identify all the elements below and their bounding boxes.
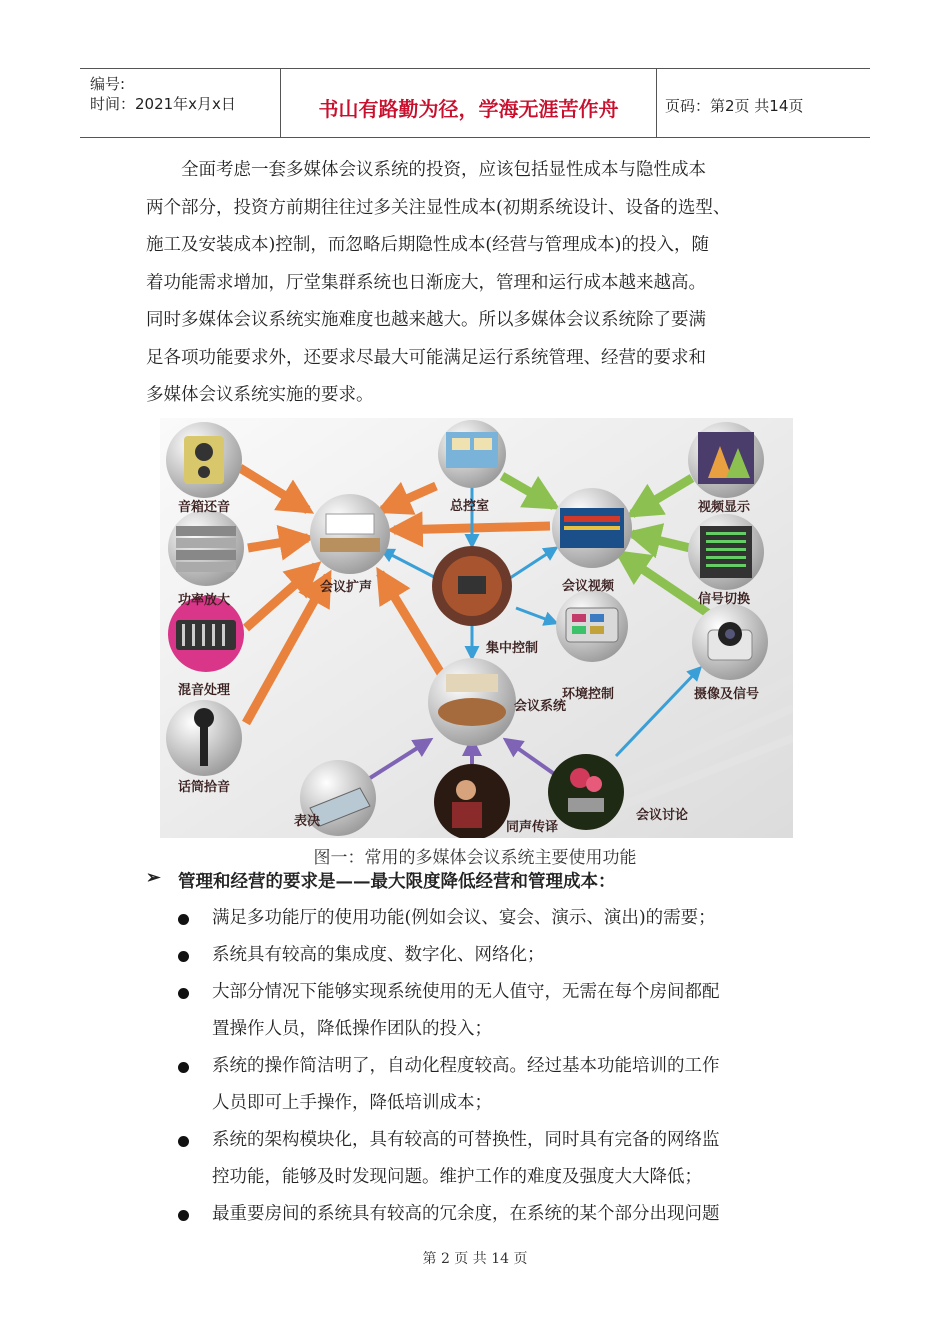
list-item: [176, 974, 816, 1048]
bullet-dot-icon: [178, 1210, 189, 1221]
figure-caption: 图一：常用的多媒体会议系统主要使用功能: [313, 848, 637, 868]
page-info: 页码：第2页 共14页: [665, 97, 804, 115]
arrow-bullet-icon: ➢: [146, 868, 161, 888]
list-item-text: 控功能，能够及时发现问题。维护工作的难度及强度大大降低；: [212, 1167, 702, 1187]
label-signal-switch: 信号切换: [698, 592, 751, 607]
list-item-text: 系统具有较高的集成度、数字化、网络化；: [212, 945, 545, 965]
diagram-svg: [160, 418, 793, 838]
label-central: 集中控制: [486, 641, 539, 656]
node-conf-video: [552, 488, 632, 568]
header-page-cell: [657, 69, 870, 137]
node-env: [556, 590, 628, 662]
label-discuss: 会议讨论: [636, 808, 689, 823]
header-motto-cell: [281, 69, 657, 137]
requirement-list: [176, 900, 816, 1233]
bullet-dot-icon: [178, 1062, 189, 1073]
intro-line: 足各项功能要求外，还要求尽最大可能满足运行系统管理、经营的要求和: [146, 347, 706, 368]
header-table: [80, 68, 870, 138]
list-item-text: 最重要房间的系统具有较高的冗余度，在系统的某个部分出现问题: [212, 1204, 720, 1224]
list-item: [176, 1048, 816, 1122]
label-camera: 摄像及信号: [694, 687, 760, 702]
list-item-text: 大部分情况下能够实现系统使用的无人值守，无需在每个房间都配: [212, 982, 720, 1002]
label-control-room: 总控室: [450, 499, 490, 514]
node-mic: [166, 700, 242, 776]
node-pa: [310, 494, 390, 574]
list-item-text: 人员即可上手操作，降低培训成本；: [212, 1093, 492, 1113]
node-signal-switch: [688, 514, 764, 590]
list-item-text: 满足多功能厅的使用功能(例如会议、宴会、演示、演出)的需要；: [212, 908, 716, 928]
list-item: [176, 900, 816, 937]
node-amp: [168, 510, 244, 586]
intro-line: 同时多媒体会议系统实施难度也越来越大。所以多媒体会议系统除了要满: [146, 310, 706, 330]
label-mixer: 混音处理: [178, 683, 231, 698]
node-interp: [434, 764, 510, 838]
list-item-text: 系统的操作简洁明了，自动化程度较高。经过基本功能培训的工作: [212, 1056, 720, 1076]
section-title: 管理和经营的要求是——最大限度降低经营和管理成本：: [178, 872, 616, 892]
node-control-room: [438, 420, 506, 488]
intro-line: 全面考虑一套多媒体会议系统的投资，应该包括显性成本与隐性成本: [181, 160, 706, 180]
label-video-display: 视频显示: [698, 500, 751, 515]
label-conf-sys: 会议系统: [514, 699, 567, 714]
bullet-dot-icon: [178, 988, 189, 999]
intro-line: 两个部分，投资方前期往往过多关注显性成本(初期系统设计、设备的选型、: [146, 197, 731, 218]
node-speaker: [166, 422, 242, 498]
label-interp: 同声传译: [506, 820, 559, 835]
date-label: 时间：2021年x月x日: [90, 95, 236, 113]
label-vote: 表决: [294, 814, 321, 829]
system-diagram: [160, 418, 793, 838]
node-discuss: [548, 754, 624, 830]
header-left-cell: [80, 69, 281, 137]
label-conf-video: 会议视频: [562, 579, 615, 594]
node-central: [432, 546, 512, 626]
node-conf-sys: [428, 658, 516, 746]
bullet-dot-icon: [178, 914, 189, 925]
list-item: [176, 1196, 816, 1233]
page-footer: 第 2 页 共 14 页: [422, 1251, 528, 1267]
label-pa: 会议扩声: [320, 580, 373, 595]
label-mic: 话筒拾音: [178, 780, 231, 795]
bullet-dot-icon: [178, 951, 189, 962]
motto: 书山有路勤为径，学海无涯苦作舟: [318, 97, 619, 121]
intro-line: 多媒体会议系统实施的要求。: [146, 385, 374, 405]
intro-line: 施工及安装成本)控制，而忽略后期隐性成本(经营与管理成本)的投入，随: [146, 235, 709, 255]
label-amp: 功率放大: [178, 593, 231, 608]
bullet-dot-icon: [178, 1136, 189, 1147]
intro-paragraph: [146, 152, 816, 415]
node-video-display: [688, 422, 764, 498]
number-label: 编号:: [90, 75, 126, 93]
list-item-text: 置操作人员，降低操作团队的投入；: [212, 1019, 492, 1039]
label-env: 环境控制: [562, 687, 615, 702]
list-item-text: 系统的架构模块化，具有较高的可替换性，同时具有完备的网络监: [212, 1130, 720, 1150]
label-speaker: 音箱还音: [178, 500, 231, 515]
intro-line: 着功能需求增加，厅堂集群系统也日渐庞大，管理和运行成本越来越高。: [146, 272, 706, 293]
list-item: [176, 937, 816, 974]
node-camera: [692, 604, 768, 680]
list-item: [176, 1122, 816, 1196]
